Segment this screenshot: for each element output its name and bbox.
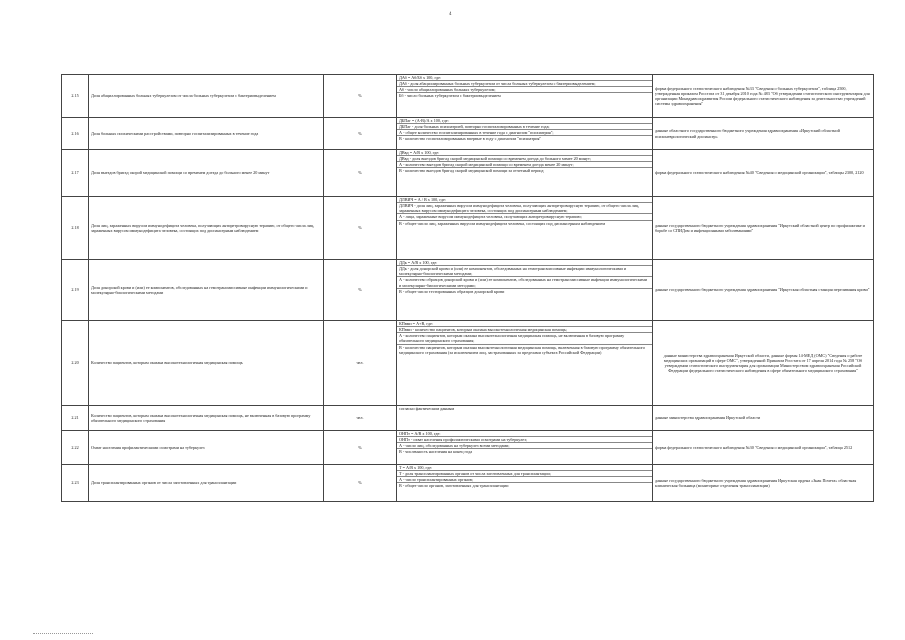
footer-rule (33, 633, 93, 637)
formula-line: А - количество пациентов, которым оказана высокотехнологичная медицинская помощь, не включенная в базовую программу обязательного медицинского страхования; (397, 333, 652, 344)
indicator-name: Охват населения профилактическими осмотрами на туберкулез (89, 431, 324, 465)
calculation-formula (397, 118, 653, 150)
formula-line: ДВвд - доля выездов бригад скорой медицинской помощи со временем доезда до больного менее 20 минут; (397, 156, 652, 162)
formula-line: согласно фактическим данным (399, 406, 455, 411)
data-source: форма федерального статистического наблюдения №30 "Сведения о медицинской организации", таблица 2512 (653, 431, 874, 465)
formula-line: ДЛВИЧ = А / В х 100, где: (397, 197, 652, 203)
row-number: 2.18 (62, 197, 89, 260)
row-number: 2.16 (62, 118, 89, 150)
table-row (62, 150, 874, 197)
indicator-name: Доля донорской крови и (или) ее компонентов, обследованных на гемотрансмиссивные инфекции иммунологическими и молекулярно-биологическими методами (89, 260, 324, 321)
formula-line: А - число трансплантированных органов; (397, 477, 652, 483)
table-row (62, 118, 874, 150)
unit-of-measure: % (324, 197, 397, 260)
formula-line: Т - доля трансплантированных органов от числа заготовленных для трансплантации; (397, 471, 652, 477)
formula-line: В - общее число органов, заготовленных для трансплантации (399, 483, 509, 489)
calculation-formula (397, 406, 653, 431)
formula-line: В - количество госпитализированных впервые в году с диагнозом "психиатрия" (399, 136, 542, 142)
formula-line: ДБПаг = (А-В)/А х 100, где: (397, 118, 652, 124)
formula-line: В - общее число лиц, зараженных вирусом иммунодефицита человека, состоящих под диспансерным наблюдением (399, 220, 606, 226)
calculation-formula (397, 465, 653, 502)
table-row (62, 75, 874, 118)
formula-line: А - число лиц, обследованных на туберкулез всеми методами; (397, 443, 652, 449)
formula-line: ОНПт = А/В х 100, где: (397, 431, 652, 437)
unit-of-measure: % (324, 465, 397, 502)
formula-line: А - количество выездов бригад скорой медицинской помощи со временем доезда менее 20 минут; (397, 162, 652, 168)
unit-of-measure: % (324, 75, 397, 118)
calculation-formula (397, 197, 653, 260)
formula-line: ОНПт - охват населения профилактическими осмотрами на туберкулез; (397, 437, 652, 443)
data-source: форма федерального статистического наблюдения №33 "Сведения о больных туберкулезом", таблица 2500, утвержденная приказом Росстата от 31 декабря 2010 года № 483 "Об утверждении статистического инструментария для организации Минздравсоцразвития России федерального статистического наблюдения за деятельностью учреждений системы здравоохранения" (653, 75, 874, 118)
row-number: 2.23 (62, 465, 89, 502)
table-row (62, 321, 874, 406)
formula-line: КПвмп - количество пациентов, которым оказана высокотехнологичная медицинская помощь; (397, 327, 652, 333)
data-source: данные государственного бюджетного учреждения здравоохранения "Иркутский областной центр по профилактике и борьбе со СПИДом и инфекционными заболеваниями" (653, 197, 874, 260)
table-row (62, 260, 874, 321)
table-row (62, 465, 874, 502)
calculation-formula (397, 431, 653, 465)
indicators-table (61, 74, 874, 502)
table-row (62, 406, 874, 431)
formula-line: ДВвд = А/В х 100, где: (397, 150, 652, 156)
row-number: 2.20 (62, 321, 89, 406)
formula-line: А - лица, зараженные вирусом иммунодефицита человека, получающих антиретровирусную терапию; (397, 214, 652, 220)
table-row (62, 431, 874, 465)
formula-line: В - численность населения на конец года (399, 449, 473, 455)
row-number: 2.17 (62, 150, 89, 197)
indicator-name: Доля трансплантированных органов от числа заготовленных для трансплантации (89, 465, 324, 502)
row-number: 2.21 (62, 406, 89, 431)
data-source: данные государственного бюджетного учреждения здравоохранения "Иркутская областная станция переливания крови" (653, 260, 874, 321)
formula-line: ДЛВИЧ - доля лиц, зараженных вирусом иммунодефицита человека, получающих антиретровирусную терапию, от общего числа лиц, зараженных вирусом иммунодефицита человека, состоящих под диспансерным наблюдением; (397, 203, 652, 214)
formula-line: В - общее число тестированных образцов донорской крови (399, 288, 505, 294)
formula-line: А - общее количество госпитализированных в течение года с диагнозом "психиатрия"; (397, 130, 652, 136)
indicator-name: Количество пациентов, которым оказана высокотехнологичная медицинская помощь, не включенная в базовую программу обязательного медицинского страхования (89, 406, 324, 431)
calculation-formula (397, 260, 653, 321)
data-source: данные областного государственного бюджетного учреждения здравоохранения «Иркутский областной психоневрологический диспансер» (653, 118, 874, 150)
formula-line: А - количество образцов донорской крови и (или) ее компонентов, обследованных на гемотрансмиссивные инфекции иммунологическими и молекулярно-биологическими методами; (397, 277, 652, 288)
calculation-formula (397, 150, 653, 197)
row-number: 2.15 (62, 75, 89, 118)
formula-line: ДАб - доля абациллированных больных туберкулезом от числа больных туберкулезом с бактериовыделением; (397, 81, 652, 87)
table-row (62, 197, 874, 260)
formula-line: Аб - число абациллированных больных туберкулезом; (397, 87, 652, 93)
indicator-name: Доля больных психическими расстройствами, повторно госпитализированных в течение года (89, 118, 324, 150)
formula-line: ДБПаг - доля больных психиатрией, повторно госпитализированных в течение года; (397, 124, 652, 130)
formula-line: Бб - число больных туберкулезом с бактериовыделением (399, 93, 501, 99)
row-number: 2.22 (62, 431, 89, 465)
indicator-name: Количество пациентов, которым оказана высокотехнологичная медицинская помощь (89, 321, 324, 406)
formula-line: ДДк = А/В х 100, где: (397, 260, 652, 266)
calculation-formula (397, 75, 653, 118)
row-number: 2.19 (62, 260, 89, 321)
data-source: форма федерального статистического наблюдения №40 "Сведения о медицинской организации", таблицы 2300, 2120 (653, 150, 874, 197)
indicator-name: Доля абациллированных больных туберкулезом от числа больных туберкулезом с бактериовыделением (89, 75, 324, 118)
indicator-name: Доля лиц, зараженных вирусом иммунодефицита человека, получающих антиретровирусную терапию, от общего числа лиц, зараженных вирусом иммунодефицита человека, состоящих под диспансерным наблюдением (89, 197, 324, 260)
data-source: данные государственного бюджетного учреждения здравоохранения Иркутская ордена «Знак Почета» областная клиническая больница (мониторинг отделения трансплантации) (653, 465, 874, 502)
formula-line: В - количество пациентов, которым оказана высокотехнологичная медицинская помощь, включенная в базовую программу обязательного медицинского страхования (за исключением лиц, застрахованных за пределами субъекта Российской Федерации) (399, 344, 646, 355)
unit-of-measure: чел. (324, 406, 397, 431)
unit-of-measure: % (324, 118, 397, 150)
unit-of-measure: чел. (324, 321, 397, 406)
calculation-formula (397, 321, 653, 406)
page-number: 4 (449, 12, 452, 17)
formula-line: КПвмп = А+В, где: (397, 321, 652, 327)
formula-line: ДАб = Аб/Бб х 100, где: (397, 75, 652, 81)
formula-line: ДДк - доля донорской крови и (или) ее компонентов, обследованных на гемотрансмиссивные инфекции иммунологическими и молекулярно-биологическими методами; (397, 266, 652, 277)
unit-of-measure: % (324, 260, 397, 321)
data-source: данные министерства здравоохранения Иркутской области, данные формы 14-МЕД (ОМС) "Сведения о работе медицинских организаций в сфере ОМС", утвержденной Приказом Росстата от 17 апреля 2014 года № 258 "Об утверждении статистического инструментария для организации Министерством здравоохранения Российской Федерации федерального статистического наблюдения в сфере обязательного медицинского страхования" (653, 321, 874, 406)
formula-line: Т = А/В х 100, где: (397, 465, 652, 471)
unit-of-measure: % (324, 150, 397, 197)
indicator-name: Доля выездов бригад скорой медицинской помощи со временем доезда до больного менее 20 минут (89, 150, 324, 197)
unit-of-measure: % (324, 431, 397, 465)
data-source: данные министерства здравоохранения Иркутской области (653, 406, 874, 431)
formula-line: В - количество выездов бригад скорой медицинской помощи за отчетный период (399, 168, 544, 174)
